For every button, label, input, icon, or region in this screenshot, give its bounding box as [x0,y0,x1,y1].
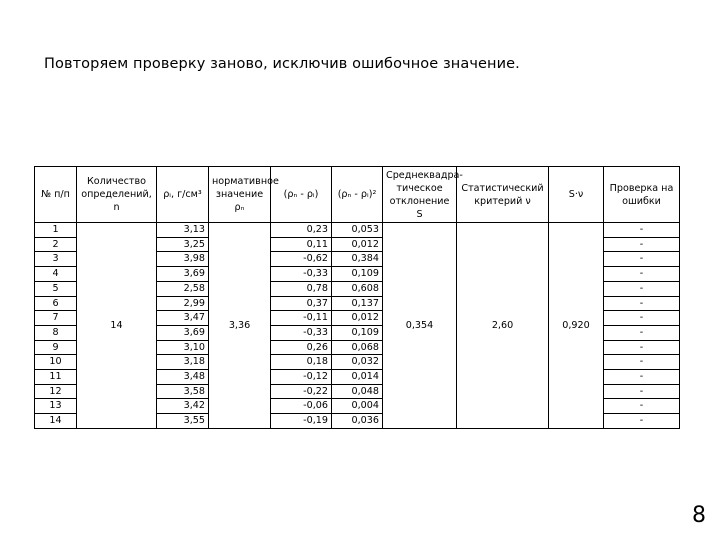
diff-squared-cell: 0,109 [332,325,383,340]
check-cell: - [604,252,680,267]
diff-squared-cell: 0,014 [332,370,383,385]
diff-cell: -0,33 [271,325,332,340]
row-index-cell: 13 [35,399,77,414]
rho-cell: 3,55 [157,414,209,429]
diff-cell: 0,37 [271,296,332,311]
diff-cell: -0,11 [271,311,332,326]
diff-cell: 0,23 [271,223,332,238]
rho-cell: 3,25 [157,237,209,252]
header-rms: Среднеквадра-тическое отклонение S [383,167,457,223]
slide-heading: Повторяем проверку заново, исключив ошибочное значение. [44,56,520,72]
diff-squared-cell: 0,048 [332,384,383,399]
check-cell: - [604,355,680,370]
header-sv: S·ν [549,167,604,223]
check-cell: - [604,370,680,385]
rho-cell: 3,48 [157,370,209,385]
diff-squared-cell: 0,608 [332,281,383,296]
rho-cell: 2,58 [157,281,209,296]
diff-cell: -0,19 [271,414,332,429]
diff-cell: 0,78 [271,281,332,296]
diff-cell: -0,33 [271,267,332,282]
diff-cell: -0,12 [271,370,332,385]
rho-cell: 3,13 [157,223,209,238]
rho-cell: 2,99 [157,296,209,311]
diff-squared-cell: 0,012 [332,311,383,326]
rho-cell: 3,69 [157,267,209,282]
row-index-cell: 1 [35,223,77,238]
rms-cell: 0,354 [383,223,457,429]
check-cell: - [604,325,680,340]
check-cell: - [604,237,680,252]
row-index-cell: 7 [35,311,77,326]
row-index-cell: 11 [35,370,77,385]
row-index-cell: 9 [35,340,77,355]
header-rho: ρᵢ, г/см³ [157,167,209,223]
row-index-cell: 14 [35,414,77,429]
row-index-cell: 2 [35,237,77,252]
rho-cell: 3,10 [157,340,209,355]
header-row [35,167,680,223]
diff-squared-cell: 0,032 [332,355,383,370]
rho-cell: 3,58 [157,384,209,399]
diff-squared-cell: 0,384 [332,252,383,267]
page-number: 8 [692,503,706,528]
row-index-cell: 4 [35,267,77,282]
diff-squared-cell: 0,036 [332,414,383,429]
rho-cell: 3,47 [157,311,209,326]
normative-cell: 3,36 [209,223,271,429]
check-cell: - [604,281,680,296]
row-index-cell: 5 [35,281,77,296]
diff-squared-cell: 0,053 [332,223,383,238]
header-normative: нормативное значение ρₙ [209,167,271,223]
rho-cell: 3,18 [157,355,209,370]
row-index-cell: 12 [35,384,77,399]
header-criterion: Статистический критерий ν [457,167,549,223]
check-cell: - [604,340,680,355]
check-cell: - [604,223,680,238]
diff-squared-cell: 0,137 [332,296,383,311]
count-cell: 14 [77,223,157,429]
row-index-cell: 6 [35,296,77,311]
diff-cell: 0,18 [271,355,332,370]
data-table [34,166,680,429]
header-index: № п/п [35,167,77,223]
diff-cell: 0,26 [271,340,332,355]
rho-cell: 3,42 [157,399,209,414]
header-count: Количество определений, n [77,167,157,223]
diff-cell: -0,62 [271,252,332,267]
diff-squared-cell: 0,109 [332,267,383,282]
table-row [35,223,680,238]
diff-squared-cell: 0,012 [332,237,383,252]
rho-cell: 3,69 [157,325,209,340]
criterion-cell: 2,60 [457,223,549,429]
check-cell: - [604,399,680,414]
row-index-cell: 8 [35,325,77,340]
check-cell: - [604,311,680,326]
row-index-cell: 3 [35,252,77,267]
rho-cell: 3,98 [157,252,209,267]
table-body [35,223,680,429]
header-check: Проверка на ошибки [604,167,680,223]
diff-squared-cell: 0,068 [332,340,383,355]
sv-cell: 0,920 [549,223,604,429]
row-index-cell: 10 [35,355,77,370]
diff-squared-cell: 0,004 [332,399,383,414]
header-diff-squared: (ρₙ - ρᵢ)² [332,167,383,223]
check-cell: - [604,384,680,399]
diff-cell: 0,11 [271,237,332,252]
diff-cell: -0,06 [271,399,332,414]
header-diff: (ρₙ - ρᵢ) [271,167,332,223]
check-cell: - [604,414,680,429]
check-cell: - [604,267,680,282]
check-cell: - [604,296,680,311]
diff-cell: -0,22 [271,384,332,399]
